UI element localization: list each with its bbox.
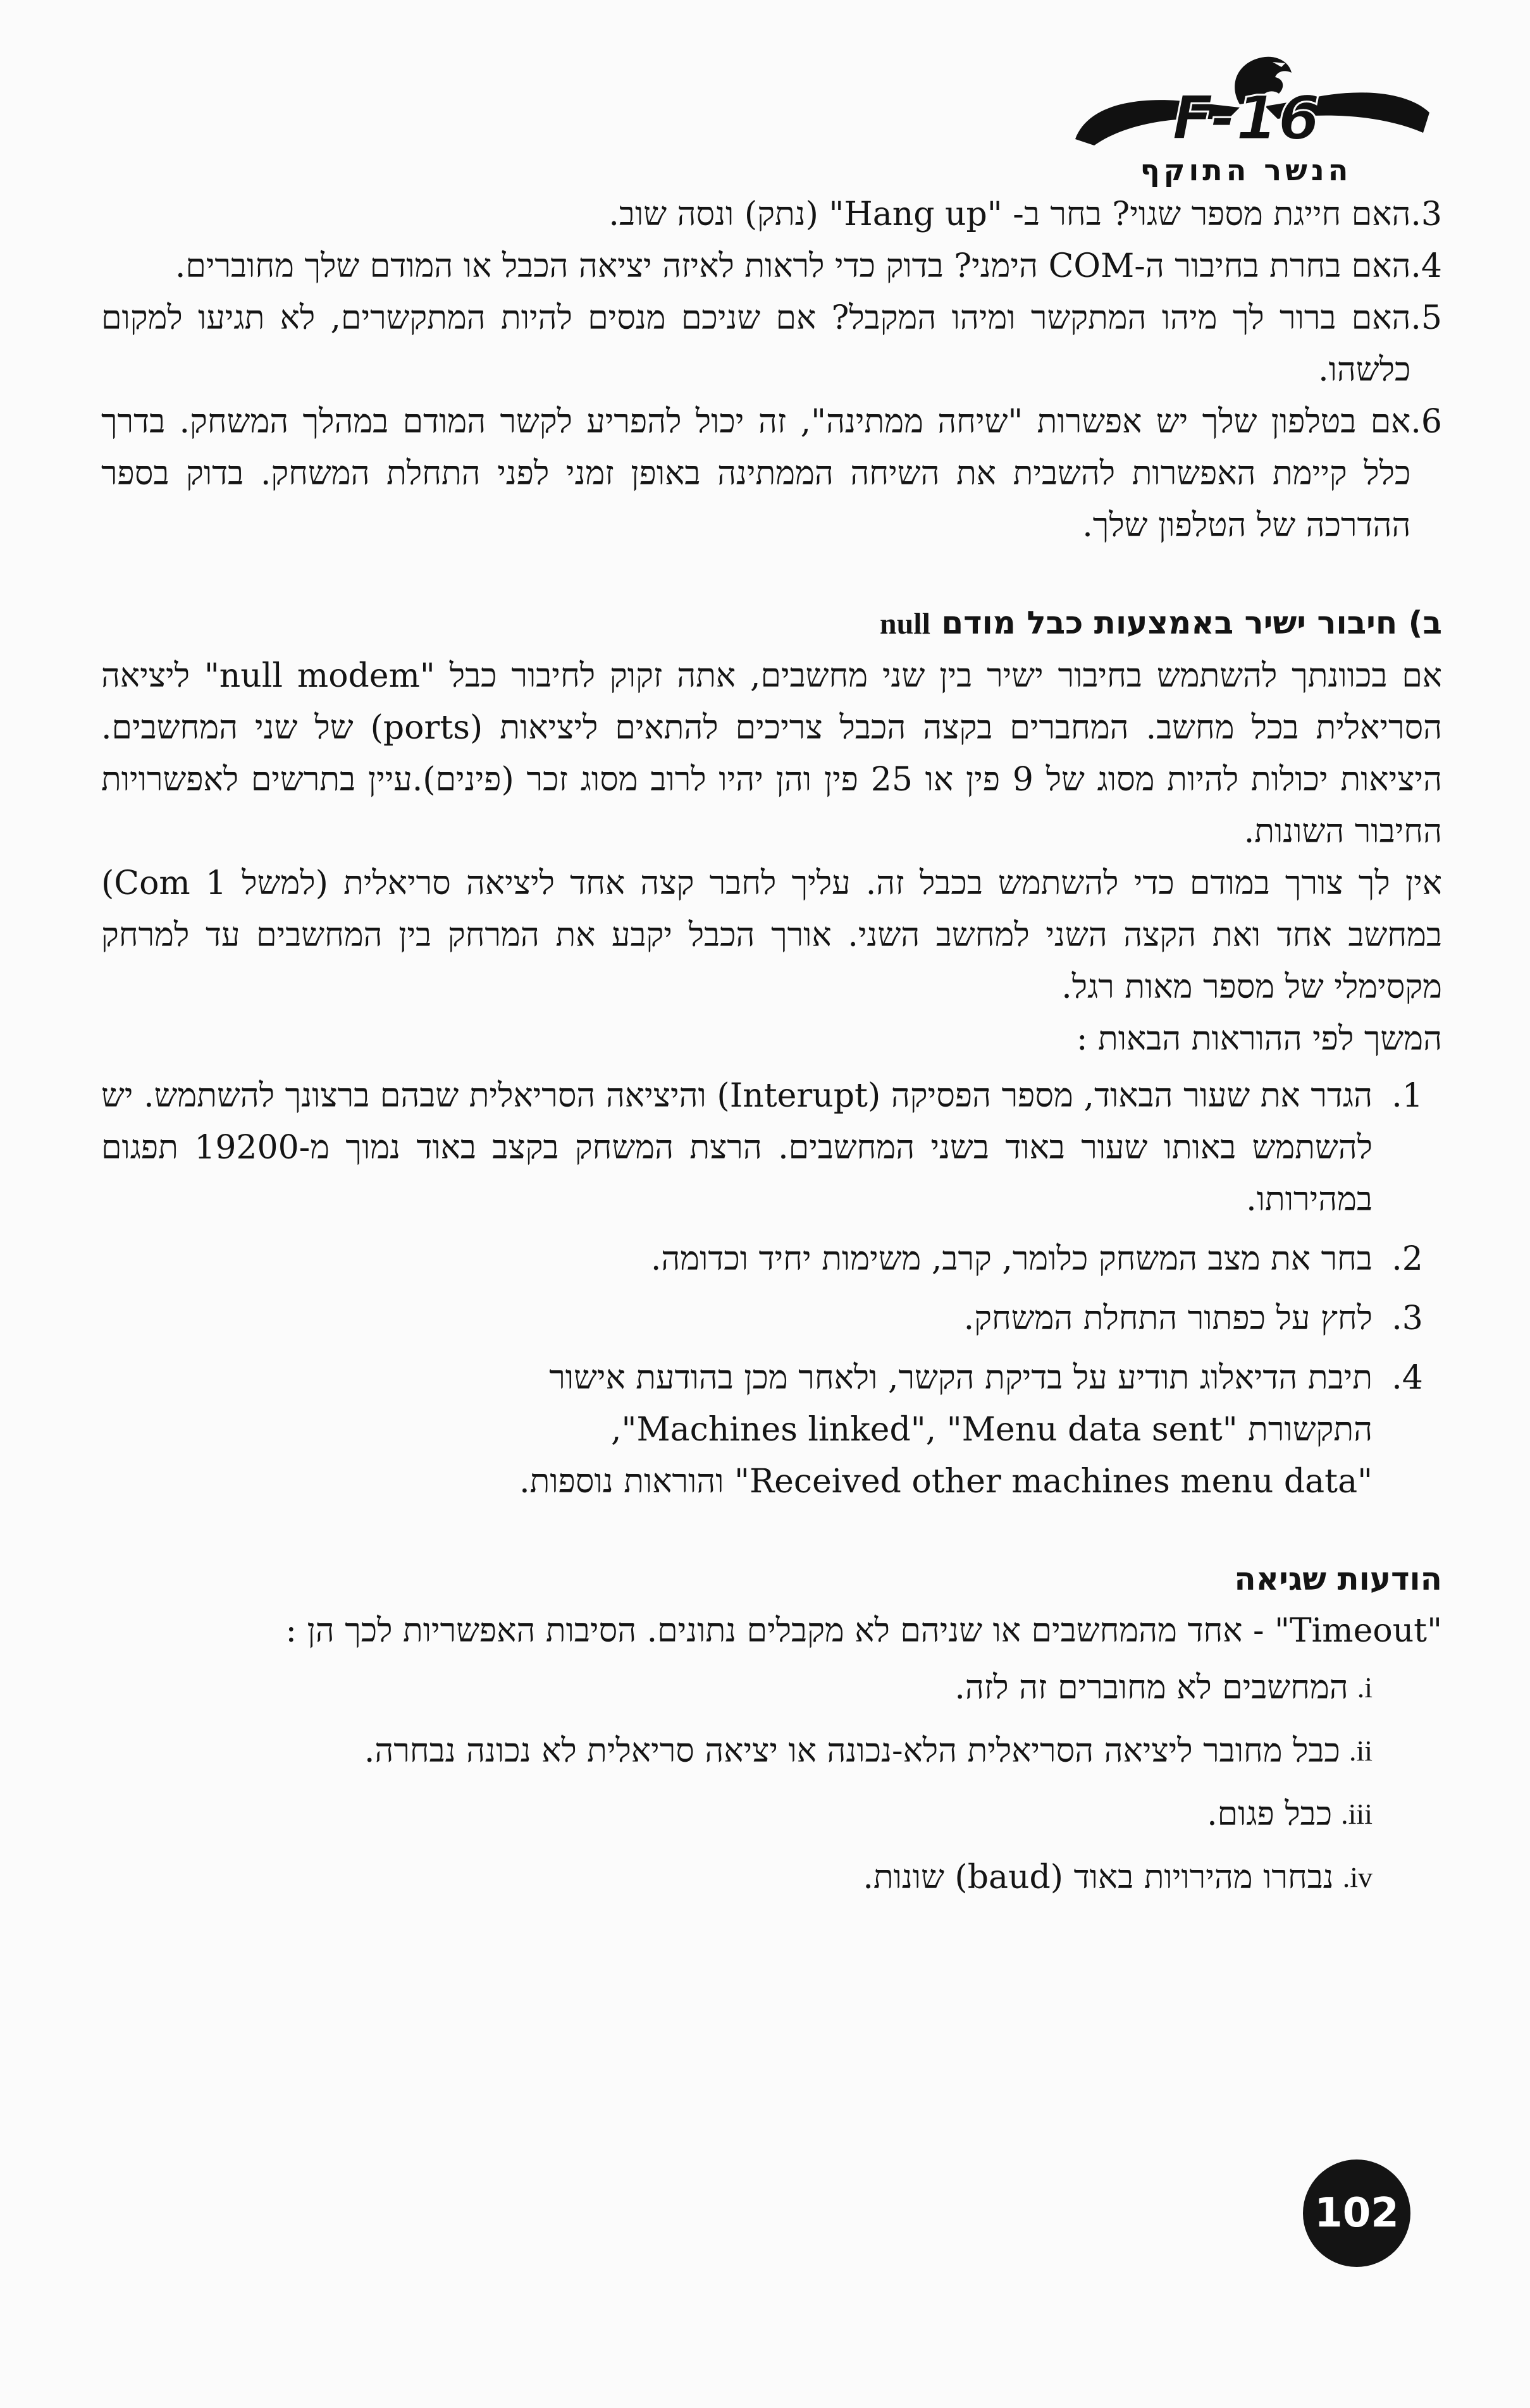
item-text: האם חייגת מספר שגוי? בחר ב- "Hang up" (נתק) ונסה שוב.: [608, 195, 1411, 233]
list-item: [101, 396, 1442, 551]
item-text: כבל פגום.: [1207, 1795, 1333, 1833]
errors-heading: הודעות שגיאה: [1234, 1561, 1442, 1597]
item-number: 4.: [1410, 247, 1442, 285]
item-number: 5.: [1410, 299, 1442, 337]
section-b-heading-text: ב) חיבור ישיר באמצעות כבל מודם: [941, 605, 1442, 641]
section-b-heading: [101, 597, 1442, 650]
item-text-line: "Received other machines menu data" והוראות נוספות.: [519, 1463, 1373, 1501]
eagle-logo-icon: [1050, 44, 1442, 158]
item-text: הגדר את שעור הבאוד, מספר הפסיקה (Interupt) והיציאה הסריאלית שבהם ברצונך להשתמש. יש להשתמש באותו שעור באוד בשני המחשבים. הרצת המשחק בקצב באוד נמוך מ-19200 תפגום במהירותו.: [101, 1077, 1373, 1219]
list-item: [101, 188, 1442, 240]
item-number: ii.: [1348, 1735, 1373, 1767]
item-number: i.: [1357, 1671, 1373, 1704]
list-item: [101, 1725, 1373, 1777]
item-number: 6.: [1410, 403, 1442, 441]
logo-subtitle: הנשר התוקף: [1140, 153, 1352, 187]
list-item: [101, 1070, 1442, 1226]
item-text: נבחרו מהירויות באוד (baud) שונות.: [863, 1858, 1334, 1896]
list-item: [101, 292, 1442, 396]
item-text-line: תיבת הדיאלוג תודיע על בדיקת הקשר, ולאחר מכן בהודעת אישור: [549, 1359, 1373, 1397]
instructions-list: [101, 1070, 1442, 1508]
list-item: [101, 1352, 1442, 1508]
item-number: 4.: [1391, 1359, 1423, 1397]
f16-logo: [1050, 44, 1442, 190]
page-content: [101, 188, 1442, 1915]
list-item: [101, 1788, 1373, 1840]
logo-wordmark: F-16: [1171, 83, 1321, 154]
errors-list: [101, 1662, 1373, 1903]
section-b-heading-latin: null: [879, 607, 930, 641]
item-text-line: התקשורת "Machines linked", "Menu data sent",: [610, 1411, 1373, 1449]
list-item: [101, 1293, 1442, 1344]
item-number: 1.: [1391, 1077, 1423, 1115]
item-text: האם ברור לך מיהו המתקשר ומיהו המקבל? אם שניכם מנסים להיות המתקשרים, לא תגיעו למקום כלשהו.: [101, 299, 1411, 389]
item-text: בחר את מצב המשחק כלומר, קרב, משימות יחיד וכדומה.: [650, 1240, 1373, 1278]
item-number: 3.: [1410, 195, 1442, 233]
list-item: [101, 240, 1442, 292]
item-number: 3.: [1391, 1299, 1423, 1337]
section-b-paragraph-3: המשך לפי ההוראות הבאות :: [1076, 1020, 1442, 1058]
item-text: האם בחרת בחיבור ה-COM הימני? בדוק כדי לראות לאיזה יציאה הכבל או המודם שלך מחוברים.: [175, 247, 1411, 285]
page-number-badge: 102: [1303, 2159, 1410, 2267]
item-text: כבל מחובר ליציאה הסריאלית הלא-נכונה או יציאה סריאלית לא נכונה נבחרה.: [364, 1732, 1340, 1770]
item-text: המחשבים לא מחוברים זה לזה.: [954, 1669, 1348, 1707]
item-text: לחץ על כפתור התחלת המשחק.: [963, 1299, 1373, 1337]
item-number: 2.: [1391, 1240, 1423, 1278]
item-text: [101, 1352, 1373, 1508]
errors-intro: "Timeout" - אחד מהמחשבים או שניהם לא מקבלים נתונים. הסיבות האפשריות לכך הן :: [285, 1612, 1442, 1650]
item-number: iii.: [1341, 1798, 1373, 1830]
section-b-paragraph-2: אין לך צורך במודם כדי להשתמש בכבל זה. עליך לחבר קצה אחד ליציאה סריאלית (למשל Com 1) במחשב אחד ואת הקצה השני למחשב השני. אורך הכבל יקבע את המרחק בין המחשבים עד למרחק מקסימלי של מספר מאות רגל.: [101, 864, 1442, 1006]
item-text: אם בטלפון שלך יש אפשרות "שיחה ממתינה", זה יכול להפריע לקשר המודם במהלך המשחק. בדרך כלל קיימת האפשרות להשבית את השיחה הממתינה באופן זמני לפני התחלת המשחק. בדוק בספר ההדרכה של הטלפון שלך.: [101, 403, 1411, 544]
list-item: [101, 1233, 1442, 1285]
item-number: iv.: [1342, 1861, 1373, 1893]
list-item: [101, 1852, 1373, 1903]
troubleshoot-list: [101, 188, 1442, 551]
list-item: [101, 1662, 1373, 1714]
section-b-paragraph-1: אם בכוונתך להשתמש בחיבור ישיר בין שני מחשבים, אתה זקוק לחיבור כבל "null modem" ליציאה הסריאלית בכל מחשב. המחברים בקצה הכבל צריכים להתאים ליציאות (ports) של שני המחשבים. היציאות יכולות להיות מסוג של 9 פין או 25 פין והן יהיו לרוב מסוג זכר (פינים).עיין בתרשים לאפשרויות החיבור השונות.: [101, 657, 1443, 851]
